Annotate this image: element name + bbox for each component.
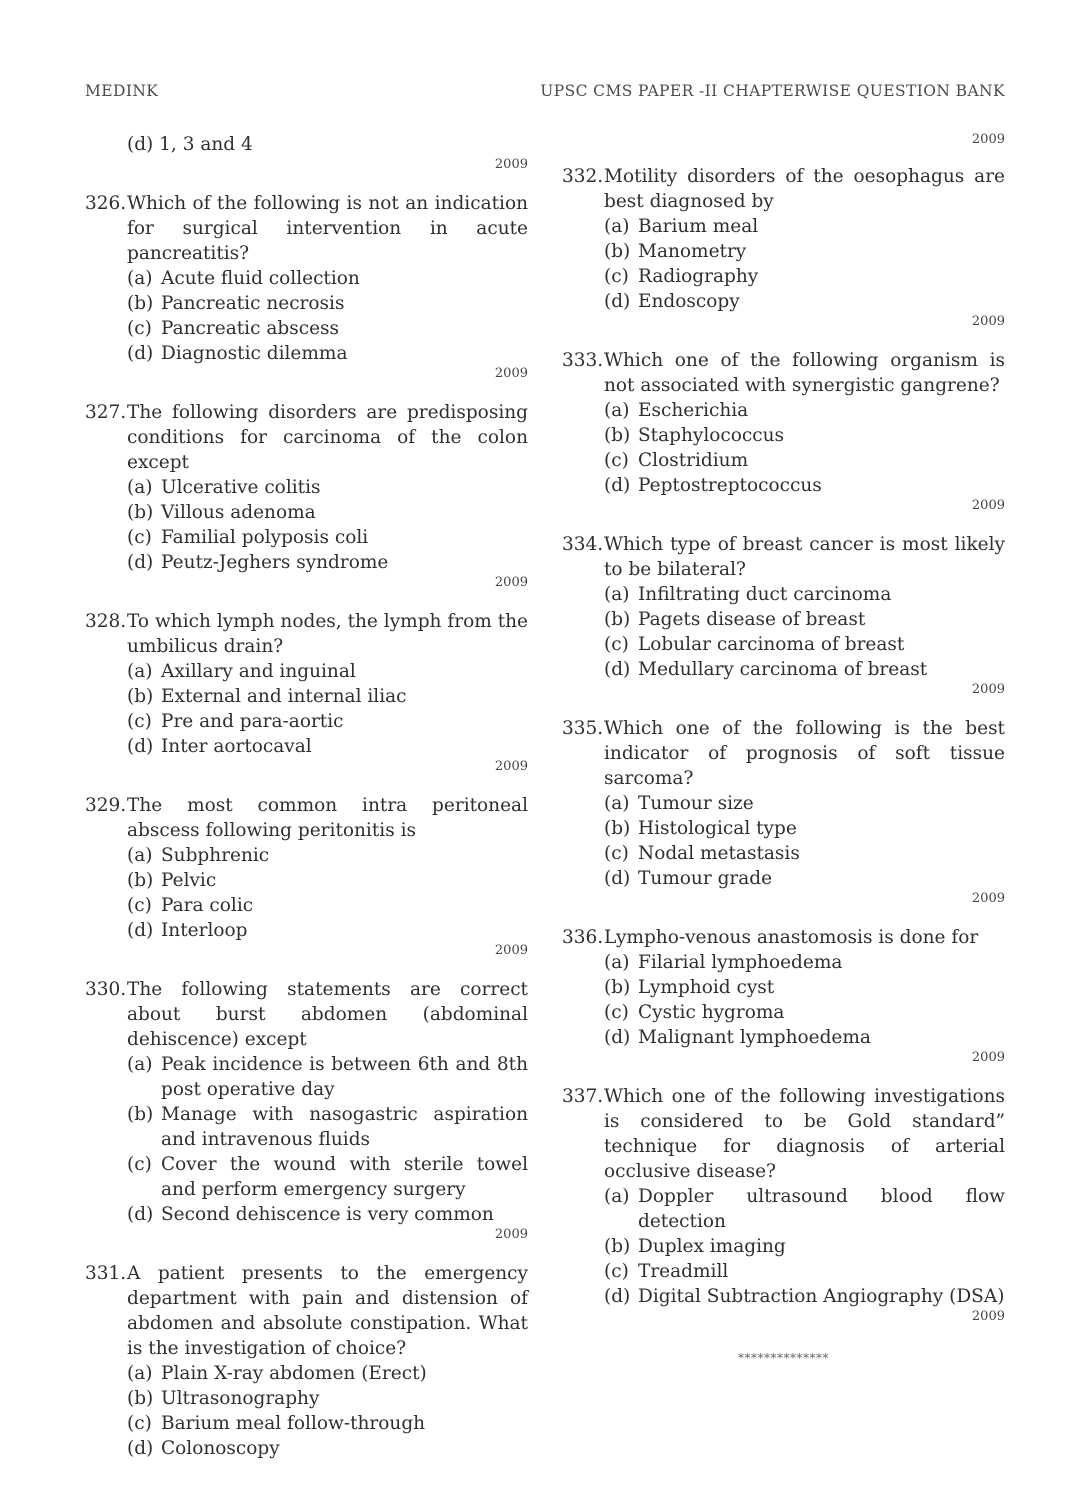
option-text: Plain X-ray abdomen (Erect)	[161, 1363, 427, 1384]
option-text: Nodal metastasis	[638, 843, 800, 864]
option-text: Manometry	[638, 241, 747, 262]
answer-option	[604, 1284, 1005, 1309]
question-list-left	[85, 191, 528, 1461]
question-text: Which of the following is not an indication for surgical intervention in acute pancreatitis?	[127, 193, 528, 264]
option-text: Barium meal follow-through	[161, 1413, 426, 1434]
option-text: Diagnostic dilemma	[161, 343, 348, 364]
question-stem	[85, 793, 528, 843]
question-stem	[85, 977, 528, 1052]
option-label: (c)	[127, 527, 152, 548]
question-list-right	[562, 164, 1005, 1325]
option-label: (a)	[604, 584, 630, 605]
answer-option	[604, 607, 1005, 632]
question-block	[562, 1084, 1005, 1325]
option-label: (c)	[604, 634, 629, 655]
exam-year: 2009	[971, 1309, 1005, 1324]
option-list	[604, 950, 1005, 1050]
question-number: 334.	[562, 534, 604, 555]
option-label: (a)	[604, 793, 630, 814]
option-label: (c)	[127, 711, 152, 732]
exam-year: 2009	[971, 314, 1005, 329]
answer-option	[604, 1234, 1005, 1259]
option-text: Cover the wound with sterile towel and perform emergency surgery	[161, 1154, 528, 1200]
answer-option	[604, 975, 1005, 1000]
answer-option	[604, 582, 1005, 607]
question-number: 332.	[562, 166, 604, 187]
left-column	[85, 132, 528, 1461]
option-text: Staphylococcus	[638, 425, 785, 446]
option-text: Interloop	[161, 920, 248, 941]
option-text: Filarial lymphoedema	[638, 952, 843, 973]
option-label: (b)	[604, 1236, 631, 1257]
option-text: Colonoscopy	[161, 1438, 280, 1459]
option-text: Infiltrating duct carcinoma	[638, 584, 892, 605]
question-text: Which type of breast cancer is most likely to be bilateral?	[604, 534, 1005, 580]
option-text: Clostridium	[638, 450, 749, 471]
option-label: (c)	[604, 843, 629, 864]
answer-option	[604, 214, 1005, 239]
exam-year: 2009	[971, 891, 1005, 906]
option-label: (b)	[604, 425, 631, 446]
question-text: Which one of the following investigations is considered to be Gold standard” technique for diagnosis of arterial occlusive disease?	[604, 1086, 1005, 1182]
question-number: 327.	[85, 402, 127, 423]
option-label: (d)	[127, 343, 154, 364]
option-text: Cystic hygroma	[638, 1002, 785, 1023]
option-label: (b)	[127, 502, 154, 523]
option-text: Pancreatic abscess	[161, 318, 339, 339]
option-text: Medullary carcinoma of breast	[638, 659, 928, 680]
answer-option	[127, 291, 528, 316]
question-block	[562, 925, 1005, 1066]
answer-option	[127, 1411, 528, 1436]
option-list	[127, 659, 528, 759]
answer-option	[127, 734, 528, 759]
option-label: (b)	[127, 686, 154, 707]
question-text: Lympho-venous anastomosis is done for	[604, 927, 979, 948]
question-stem	[562, 348, 1005, 398]
answer-option	[127, 709, 528, 734]
option-text: Villous adenoma	[161, 502, 316, 523]
answer-option	[127, 550, 528, 575]
option-label: (a)	[127, 1363, 153, 1384]
option-text: Lobular carcinoma of breast	[638, 634, 905, 655]
option-text: Escherichia	[638, 400, 749, 421]
option-label: (c)	[127, 318, 152, 339]
option-label: (a)	[127, 268, 153, 289]
option-text: Barium meal	[638, 216, 759, 237]
option-text: Histological type	[638, 818, 797, 839]
option-text: Pre and para-aortic	[161, 711, 344, 732]
header-book-title: UPSC CMS PAPER -II CHAPTERWISE QUESTION BANK	[540, 82, 1005, 100]
option-list	[127, 1361, 528, 1461]
answer-option	[604, 841, 1005, 866]
question-stem	[85, 609, 528, 659]
answer-option	[127, 316, 528, 341]
option-text: Second dehiscence is very common	[161, 1204, 494, 1225]
option-label: (b)	[127, 1104, 154, 1125]
option-text: Para colic	[161, 895, 254, 916]
exam-year: 2009	[971, 1050, 1005, 1065]
question-stem	[85, 191, 528, 266]
option-text: Pancreatic necrosis	[161, 293, 345, 314]
option-label: (a)	[604, 1186, 630, 1207]
option-list	[127, 843, 528, 943]
option-label: (b)	[127, 293, 154, 314]
option-text: Doppler ultrasound blood flow detection	[638, 1186, 1005, 1232]
question-block	[85, 191, 528, 382]
option-list	[604, 1184, 1005, 1309]
answer-option	[127, 341, 528, 366]
answer-option	[127, 1102, 528, 1152]
answer-option	[127, 500, 528, 525]
question-number: 331.	[85, 1263, 127, 1284]
question-block	[562, 164, 1005, 330]
option-text: Radiography	[638, 266, 759, 287]
option-text: Subphrenic	[161, 845, 270, 866]
option-label: (d)	[604, 475, 631, 496]
option-list	[127, 1052, 528, 1227]
answer-option	[604, 791, 1005, 816]
question-text: To which lymph nodes, the lymph from the umbilicus drain?	[127, 611, 528, 657]
answer-option	[127, 893, 528, 918]
option-text: Peutz-Jeghers syndrome	[161, 552, 389, 573]
option-label: (d)	[604, 1286, 631, 1307]
option-label: (a)	[604, 952, 630, 973]
option-label: (b)	[604, 609, 631, 630]
answer-option	[127, 1361, 528, 1386]
answer-option	[127, 1152, 528, 1202]
option-text: Familial polyposis coli	[161, 527, 369, 548]
question-stem	[85, 1261, 528, 1361]
question-stem	[562, 925, 1005, 950]
question-stem	[562, 164, 1005, 214]
answer-option	[127, 1386, 528, 1411]
header-publisher: MEDINK	[85, 82, 159, 100]
option-label: (b)	[604, 241, 631, 262]
option-label: (c)	[604, 450, 629, 471]
question-text: The most common intra peritoneal abscess following peritonitis is	[127, 795, 528, 841]
exam-year: 2009	[971, 682, 1005, 697]
answer-option	[604, 264, 1005, 289]
option-text: Peak incidence is between 6th and 8th post operative day	[161, 1054, 528, 1100]
exam-year: 2009	[494, 366, 528, 381]
option-text: Endoscopy	[638, 291, 740, 312]
option-text: Acute fluid collection	[161, 268, 360, 289]
option-text: Tumour grade	[638, 868, 773, 889]
option-label: (a)	[127, 845, 153, 866]
question-block	[85, 609, 528, 775]
question-block	[85, 977, 528, 1243]
answer-option	[127, 1052, 528, 1102]
option-text: Digital Subtraction Angiography (DSA)	[638, 1286, 1005, 1307]
question-block	[85, 400, 528, 591]
option-label: (d)	[604, 868, 631, 889]
answer-option	[604, 1025, 1005, 1050]
question-text: Motility disorders of the oesophagus are best diagnosed by	[604, 166, 1005, 212]
option-list	[604, 398, 1005, 498]
option-text: Malignant lymphoedema	[638, 1027, 871, 1048]
option-text: Axillary and inguinal	[161, 661, 356, 682]
option-text: Manage with nasogastric aspiration and intravenous fluids	[161, 1104, 528, 1150]
answer-option	[127, 525, 528, 550]
option-text: Ultrasonography	[161, 1388, 320, 1409]
option-label: (d)	[127, 1204, 154, 1225]
answer-option	[604, 239, 1005, 264]
option-text: Peptostreptococcus	[638, 475, 822, 496]
answer-option	[604, 657, 1005, 682]
question-block	[562, 532, 1005, 698]
answer-option	[604, 423, 1005, 448]
option-text: Treadmill	[638, 1261, 729, 1282]
option-list	[127, 475, 528, 575]
option-label: (a)	[604, 400, 630, 421]
option-text: Pelvic	[161, 870, 217, 891]
answer-option	[604, 632, 1005, 657]
option-label: (c)	[604, 266, 629, 287]
question-number: 328.	[85, 611, 127, 632]
option-text: Tumour size	[638, 793, 754, 814]
option-label: (a)	[604, 216, 630, 237]
answer-option	[127, 266, 528, 291]
option-text: Ulcerative colitis	[161, 477, 321, 498]
option-text: External and internal iliac	[161, 686, 407, 707]
question-number: 335.	[562, 718, 604, 739]
option-label: (d)	[127, 552, 154, 573]
question-number: 333.	[562, 350, 604, 371]
question-block	[562, 348, 1005, 514]
right-column	[562, 132, 1005, 1365]
question-number: 336.	[562, 927, 604, 948]
answer-option	[604, 1184, 1005, 1234]
option-label: (d)	[604, 291, 631, 312]
end-marker: **************	[738, 1351, 829, 1365]
question-text: The following disorders are predisposing conditions for carcinoma of the colon except	[127, 402, 528, 473]
lead-year: 2009	[494, 157, 528, 172]
option-label: (d)	[127, 736, 154, 757]
exam-year: 2009	[494, 575, 528, 590]
option-label: (c)	[127, 1413, 152, 1434]
question-stem	[562, 1084, 1005, 1184]
option-label: (b)	[127, 1388, 154, 1409]
question-number: 326.	[85, 193, 127, 214]
exam-year: 2009	[971, 498, 1005, 513]
option-text: Lymphoid cyst	[638, 977, 775, 998]
answer-option	[127, 475, 528, 500]
question-block	[562, 716, 1005, 907]
option-label: (c)	[127, 895, 152, 916]
question-stem	[562, 716, 1005, 791]
answer-option	[604, 1259, 1005, 1284]
answer-option	[127, 918, 528, 943]
answer-option	[604, 816, 1005, 841]
exam-year: 2009	[494, 1227, 528, 1242]
answer-option	[604, 866, 1005, 891]
answer-option	[127, 1436, 528, 1461]
option-label: (a)	[127, 477, 153, 498]
option-text: Duplex imaging	[638, 1236, 786, 1257]
answer-option	[127, 1202, 528, 1227]
question-stem	[85, 400, 528, 475]
option-list	[604, 791, 1005, 891]
answer-option	[604, 289, 1005, 314]
option-label: (b)	[604, 818, 631, 839]
option-label: (b)	[127, 870, 154, 891]
exam-year: 2009	[494, 759, 528, 774]
answer-option	[127, 868, 528, 893]
option-label: (a)	[127, 1054, 153, 1075]
option-list	[127, 266, 528, 366]
exam-year: 2009	[494, 943, 528, 958]
option-label: (d)	[127, 920, 154, 941]
option-label: (b)	[604, 977, 631, 998]
option-label: (d)	[604, 1027, 631, 1048]
option-label: (c)	[604, 1002, 629, 1023]
option-list	[604, 582, 1005, 682]
answer-option	[127, 843, 528, 868]
option-label: (d)	[127, 1438, 154, 1459]
answer-option	[604, 1000, 1005, 1025]
answer-option	[604, 398, 1005, 423]
option-label: (a)	[127, 661, 153, 682]
question-block	[85, 793, 528, 959]
answer-option	[127, 684, 528, 709]
question-text: The following statements are correct about burst abdomen (abdominal dehiscence) except	[127, 979, 528, 1050]
option-label: (d)	[604, 659, 631, 680]
answer-option	[604, 473, 1005, 498]
option-list	[604, 214, 1005, 314]
option-text: Pagets disease of breast	[638, 609, 866, 630]
lead-year: 2009	[971, 132, 1005, 147]
question-number: 329.	[85, 795, 127, 816]
question-stem	[562, 532, 1005, 582]
answer-option	[127, 659, 528, 684]
question-block	[85, 1261, 528, 1461]
answer-option	[604, 950, 1005, 975]
lead-option: (d) 1, 3 and 4	[127, 134, 253, 155]
option-label: (c)	[604, 1261, 629, 1282]
answer-option	[604, 448, 1005, 473]
option-label: (c)	[127, 1154, 152, 1175]
question-text: Which one of the following is the best indicator of prognosis of soft tissue sarcoma?	[604, 718, 1005, 789]
option-text: Inter aortocaval	[161, 736, 312, 757]
question-text: A patient presents to the emergency department with pain and distension of abdomen and absolute constipation. What is the investigation of choice?	[127, 1263, 528, 1359]
question-number: 330.	[85, 979, 127, 1000]
question-number: 337.	[562, 1086, 604, 1107]
question-text: Which one of the following organism is not associated with synergistic gangrene?	[604, 350, 1005, 396]
